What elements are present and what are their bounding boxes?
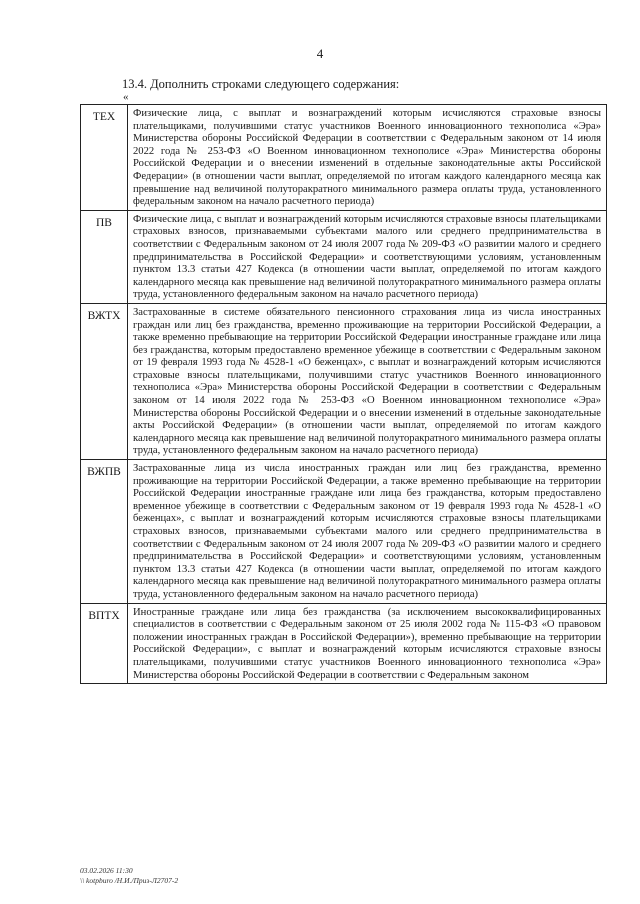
row-code: ВЖПВ	[81, 460, 128, 604]
intro-paragraph: 13.4. Дополнить строками следующего содержания:	[122, 77, 400, 91]
row-code: ВПТХ	[81, 603, 128, 684]
table-row	[81, 603, 607, 684]
row-description: Физические лица, с выплат и вознаграждений которым исчисляются страховые взносы плательщиками страховых взносов, признаваемыми субъектами малого или среднего предпринимательства в соответствии с Федеральным законом от 24 июля 2007 года № 209-ФЗ «О развитии малого и среднего предпринимательства в Российской Федерации» и соответствующими условиям, установленным пунктом 13.3 статьи 427 Кодекса (в отношении части выплат, определяемой по итогам каждого календарного месяца как превышение над величиной полуторакратного минимального размера оплаты труда, установленного федеральным законом на начало расчетного периода)	[128, 210, 607, 303]
page-number: 4	[316, 46, 324, 61]
table-row	[81, 105, 607, 211]
row-description: Застрахованные лица из числа иностранных граждан или лиц без гражданства, временно проживающие на территории Российской Федерации, а также временно пребывающие на территории Российской Федерации иностранные граждане или лица без гражданства, которым предоставлено временное убежище в соответствии с Федеральным законом от 19 февраля 1993 года № 4528-1 «О беженцах», с выплат и вознаграждений которым исчисляются страховые взносы плательщиками страховых взносов, признаваемыми субъектами малого или среднего предпринимательства в соответствии с Федеральным законом от 24 июля 2007 года № 209-ФЗ «О развитии малого и среднего предпринимательства в Российской Федерации» и соответствующими условиям, установленным пунктом 13.3 статьи 427 Кодекса (в отношении части выплат, определяемой по итогам каждого календарного месяца как превышение над величиной полуторакратного минимального размера оплаты труда, установленного федеральным законом на начало расчетного периода)	[128, 460, 607, 604]
row-description: Застрахованные в системе обязательного пенсионного страхования лица из числа иностранных граждан или лиц без гражданства, временно проживающие на территории Российской Федерации, а также временно пребывающие на территории Российской Федерации иностранные граждане или лица без гражданства, которым предоставлено временное убежище в соответствии с Федеральным законом от 19 февраля 1993 года № 4528-1 «О беженцах», с выплат и вознаграждений которым исчисляются страховые взносы плательщиками, получившими статус участников Военного инновационного технополиса «Эра» Министерства обороны Российской Федерации в соответствии с Федеральным законом от 14 июля 2022 года № 253-ФЗ «О Военном инновационном технополисе «Эра» Министерства обороны Российской Федерации и о внесении изменений в отдельные законодательные акты Российской Федерации» (в отношении части выплат, определяемой по итогам каждого календарного месяца как превышение над величиной полуторакратного минимального размера оплаты труда, установленного федеральным законом на начало расчетного периода)	[128, 303, 607, 459]
table-row	[81, 210, 607, 303]
footer-timestamp: 03.02.2026 11:30	[80, 866, 133, 875]
opening-quote: «	[123, 91, 129, 103]
row-code: ПВ	[81, 210, 128, 303]
footer-file-path: \\ kotpburo /Н.И./Приз-Л2707-2	[80, 876, 179, 885]
table-row	[81, 303, 607, 459]
row-code: ТЕХ	[81, 105, 128, 211]
row-description: Физические лица, с выплат и вознаграждений которым исчисляются страховые взносы плательщиками, получившими статус участников Военного инновационного технополиса «Эра» Министерства обороны Российской Федерации в соответствии с Федеральным законом от 14 июля 2022 года № 253-ФЗ «О Военном инновационном технополисе «Эра» Министерства обороны Российской Федерации и о внесении изменений в отдельные законодательные акты Российской Федерации» (в отношении части выплат, определяемой по итогам каждого календарного месяца как превышение над величиной полуторакратного минимального размера оплаты труда, установленного федеральным законом на начало расчетного периода)	[128, 105, 607, 211]
row-description: Иностранные граждане или лица без гражданства (за исключением высококвалифицированных специалистов в соответствии с Федеральным законом от 25 июля 2002 года № 115-ФЗ «О правовом положении иностранных граждан в Российской Федерации»), временно пребывающие на территории Российской Федерации», с выплат и вознаграждений которым исчисляются страховые взносы плательщиками, получившими статус участников Военного инновационного технополиса «Эра» Министерства обороны Российской Федерации в соответствии с Федеральным законом	[128, 603, 607, 684]
row-code: ВЖТХ	[81, 303, 128, 459]
codes-table	[80, 104, 607, 684]
table-row	[81, 460, 607, 604]
